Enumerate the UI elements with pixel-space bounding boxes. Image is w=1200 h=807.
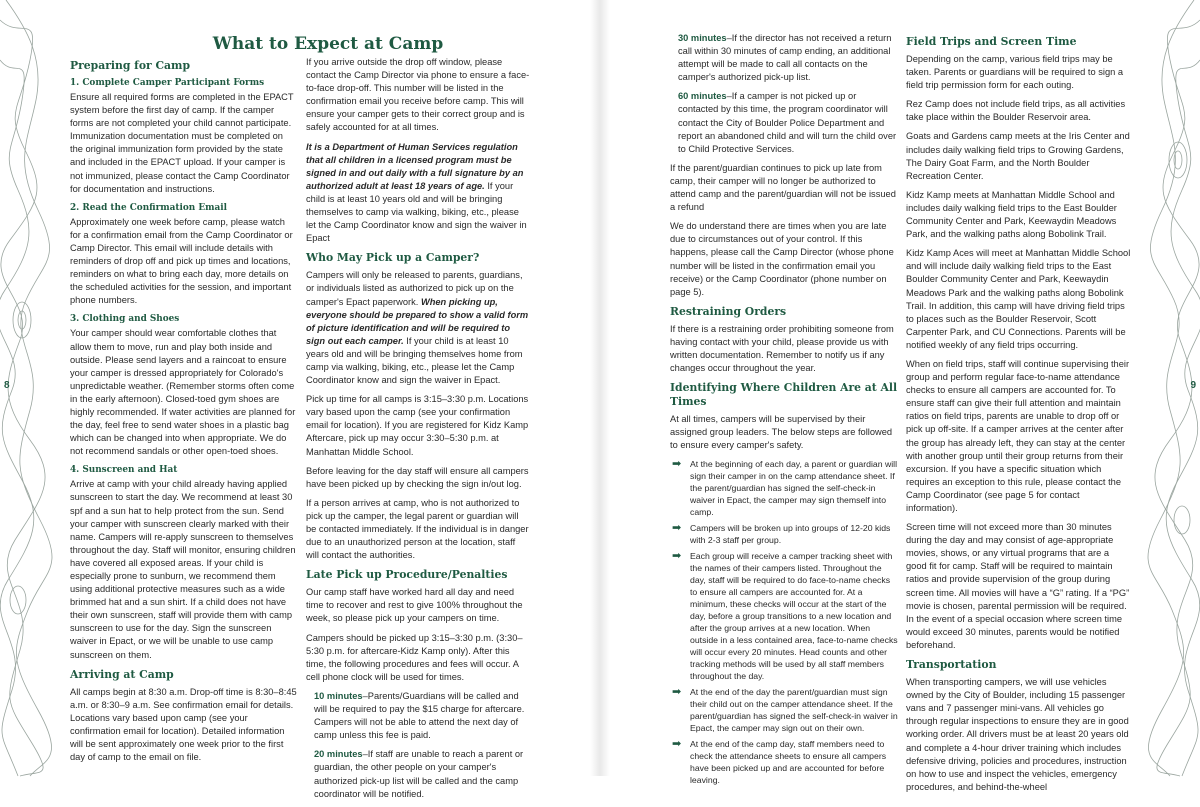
preparing-item-body: Your camper should wear comfortable clothes that allow them to move, run and play both inside and outside. Please send layers and a raincoat to ensure your camper is dressed appropriately for Colorado's unpredictable weather. (Remember storms often come in the early afternoon). Closed-toed gym shoes are highly recommended. If water activities are planned for the day, feel free to send water shoes in a plastic bag which can be changed into when appropriate. We do not recommend sandals or other open-toed shoes.	[70, 328, 296, 457]
fieldtrips-paragraph: Rez Camp does not include field trips, as all activities take place within the Boulder Reservoir area.	[906, 99, 1126, 123]
arrow-right-icon: ➡	[672, 522, 682, 535]
preparing-item-body: Ensure all required forms are completed in the EPACT system before the first day of camp. If the camper forms are not completed your child cannot participate. Immunization documentation must be completed on the original immunization form provided by the state and included in the EPACT upload. If your camper is not immunized, please contact the Camp Coordinator for documentation and instructions.	[70, 92, 294, 194]
late-paragraph: If the parent/guardian continues to pick up late from camp, their camper will no longer be authorized to attend camp and the parent/guardian will not be issued a refund	[670, 162, 896, 213]
preparing-heading: Preparing for Camp	[70, 59, 191, 72]
late-heading: Late Pick up Procedure/Penalties	[306, 568, 508, 582]
pickup-text: Campers will only be released to parents, guardians, or individuals listed as authorized to pick up on the camper's Epact paperwork.	[306, 270, 523, 307]
fieldtrips-paragraph: Screen time will not exceed more than 30 minutes during the day and may consist of age-appropriate movies, shows, or any virtual programs that are a good fit for camp. Staff will be required to maintain ratios and provide supervision of the group during screen time. All movies will have a “G” rating. If a “PG” movie is chosen, parental permission will be required. In the event of a special occasion where screen time would exceed 30 minutes, parents would be notified beforehand.	[906, 522, 1130, 650]
late-step-lead: 30 minutes	[678, 33, 727, 43]
column-2	[306, 56, 530, 807]
preparing-item-title: 3. Clothing and Shoes	[70, 314, 180, 325]
late-step-text: –If the director has not received a return call within 30 minutes of camp ending, an additional attempt will be made to call all contacts on the camper's authorized pick-up list.	[678, 33, 892, 83]
late-step-text: –If staff are unable to reach a parent or guardian, the other people on your camper's authorized pick-up list will be called and the camp coordinator will be notified.	[314, 749, 524, 799]
fieldtrips-paragraph: Depending on the camp, various field trips may be taken. Parents or guardians will be required to sign a field trip permission form for each outing.	[906, 54, 1124, 91]
identifying-paragraph: At all times, campers will be supervised by their assigned group leaders. The below steps are followed to ensure every camper's safety.	[670, 414, 893, 451]
arrow-right-icon: ➡	[672, 686, 682, 699]
identifying-list	[670, 458, 898, 786]
fieldtrips-paragraph: Goats and Gardens camp meets at the Iris Center and includes daily walking field trips to Growing Gardens, The Dairy Goat Farm, and the North Boulder Recreation Center.	[906, 131, 1130, 181]
fieldtrips-paragraph: Kidz Kamp Aces will meet at Manhattan Middle School and will include daily walking field trips to the East Boulder Community Center and Park, Keewaydin Meadows Park and the walking paths along Bobolink Trail. In addition, this camp will have driving field trips to places such as the Boulder Reservoir, Scott Carpenter Park, and CU Connections. Parents will be notified weekly of any field trips occurring.	[906, 248, 1131, 350]
page-number-left: 8	[4, 380, 10, 391]
regulation-emphasis: It is a Department of Human Services regulation that all children in a licensed program must be signed in and out daily with a full signature by an authorized adult at least 18 years of age.	[306, 141, 524, 191]
arrow-right-icon: ➡	[672, 738, 682, 751]
fieldtrips-paragraph: When on field trips, staff will continue supervising their group and perform regular face-to-name attendance checks to ensure all campers are accounted for. To ensure staff can give their full attention and maintain ratios on field trips, parents are unable to drop off or pick up off-site. If a camper arrives at the center after the group has already left, they can stay at the center with another group until their group returns from their excursion. If you have a specific situation which requires an exception to this rule, please contact the Camp Coordinator (see page 5 for contact information).	[906, 358, 1130, 513]
column-1	[70, 56, 298, 770]
list-item	[670, 738, 898, 786]
page-number-right: 9	[1190, 380, 1196, 391]
arriving-paragraph: If you arrive outside the drop off window, please contact the Camp Director via phone to ensure a face-to-face drop-off. This number will be listed in the confirmation email you receive before camp. This will ensure your camper gets to their correct group and is safely accounted for at all times.	[306, 57, 530, 133]
pickup-paragraph: Pick up time for all camps is 3:15–3:30 p.m. Locations vary based upon the camp (see your confirmation email for location). If you are registered for Kidz Kamp Aftercare, pick up may occur 3:30–5:30 p.m. at Manhattan Middle School.	[306, 394, 529, 457]
list-item-text: Each group will receive a camper tracking sheet with the names of their campers listed. Throughout the day, staff will be required to do face-to-name checks to ensure all campers are accounted for. At a minimum, these checks will occur at the start of the day, before a group transitions to a new location and after the group arrives at a new location. When outside in a less contained area, face-to-name checks will occur every 20 minutes. Head counts and other tracking methods will be used by all staff members throughout the day.	[690, 551, 898, 682]
pickup-paragraph: Before leaving for the day staff will ensure all campers have been picked up by checking the sign in/out log.	[306, 465, 529, 489]
late-step	[670, 90, 898, 155]
column-3	[670, 32, 898, 790]
column-4	[906, 32, 1132, 800]
transportation-heading: Transportation	[906, 658, 997, 672]
arriving-paragraph: All camps begin at 8:30 a.m. Drop-off time is 8:30–8:45 a.m. or 8:30–9 a.m. See confirmation email for details. Locations vary based upon camp (see your confirmation email for location). Detailed information will be sent approximately one week prior to the first day of camp to the email on file.	[70, 686, 297, 763]
late-step-lead: 20 minutes	[314, 749, 363, 760]
pickup-emphasis: When picking up, everyone should be prepared to show a valid form of picture identification and will be required to sign out each camper.	[306, 296, 529, 346]
late-paragraph: We do understand there are times when you are late due to circumstances out of your control. If this happens, please call the Camp Director (whose phone number will be listed in the confirmation email you receive) or the Camp Coordinator (phone number on page 5).	[670, 221, 894, 297]
list-item	[670, 522, 898, 546]
identifying-heading: Identifying Where Children Are at All Times	[670, 381, 898, 409]
restraining-heading: Restraining Orders	[670, 304, 787, 318]
arriving-heading: Arriving at Camp	[70, 667, 174, 681]
transportation-paragraph: When transporting campers, we will use vehicles owned by the City of Boulder, including 15 passenger vans and 7 passenger mini-vans. All vehicles go through regular inspections to ensure they are in good working order. All drivers must be at least 20 years old and complete a 4-hour driver training which includes defensive driving, policies and procedures, instruction on how to use and inspect the vehicles, emergency procedures, and behind-the-wheel	[906, 677, 1129, 792]
late-step	[670, 32, 898, 84]
page-title: What to Expect at Camp	[212, 34, 444, 54]
late-step-text: –If a camper is not picked up or contacted by this time, the program coordinator will contact the City of Boulder Police Department and report an abandoned child and will turn the child over to Child Protective Services.	[678, 91, 897, 154]
regulation-rest: If your child is at least 10 years old and will be bringing themselves to camp via walking, biking, etc., please let the Camp Coordinator know and sign the waiver in Epact	[306, 180, 527, 244]
list-item	[670, 458, 898, 518]
list-item-text: At the end of the day the parent/guardian must sign their child out on the camper attendance sheet. If the parent/guardian has signed the self-check-in waiver in Epact, the camper may sign out on their own.	[690, 687, 898, 734]
list-item-text: At the end of the camp day, staff members need to check the attendance sheets to ensure all campers have been picked up and are accounted for before leaving.	[690, 739, 887, 786]
late-step	[306, 690, 530, 742]
preparing-item-title: 4. Sunscreen and Hat	[70, 465, 178, 476]
late-paragraph: Our camp staff have worked hard all day and need time to recover and rest to give 100% throughout the week, so please pick up your campers on time.	[306, 587, 523, 624]
list-item	[670, 550, 898, 682]
pickup-paragraph: If a person arrives at camp, who is not authorized to pick up the camper, the legal parent or guardian will be contacted immediately. If the individual is in danger due to an unauthorized person at the location, staff will contact the authorities.	[306, 497, 529, 561]
restraining-paragraph: If there is a restraining order prohibiting someone from having contact with your child, please provide us with written documentation. Remember to notify us if any changes occur throughout the year.	[670, 323, 894, 374]
arrow-right-icon: ➡	[672, 458, 682, 471]
preparing-item-body: Approximately one week before camp, please watch for a confirmation email from the Camp Coordinator or Camp Director. This email will include details with reminders of drop off and pick up times and locations, reminders on what to bring each day, more details on the scheduled activities for the session, and important phone numbers.	[70, 216, 293, 306]
late-step-text: –Parents/Guardians will be called and will be required to pay the $15 charge for aftercare. Campers will not be able to attend the next day of camp unless this fee is paid.	[314, 690, 525, 741]
fieldtrips-heading: Field Trips and Screen Time	[906, 35, 1077, 48]
arriving-regulation-paragraph	[306, 141, 530, 246]
pickup-heading: Who May Pick up a Camper?	[306, 251, 480, 265]
list-item-text: At the beginning of each day, a parent or guardian will sign their camper in on the camp attendance sheet. If the parent/guardian has signed the self-check-in waiver in Epact, the camper may sign themself into camp.	[690, 459, 898, 518]
page-gutter	[590, 0, 610, 776]
late-paragraph: Campers should be picked up 3:15–3:30 p.m. (3:30–5:30 p.m. for aftercare-Kidz Kamp only). After this time, the following procedures and fees will occur. A cell phone clock will be used for times.	[306, 632, 523, 682]
list-item	[670, 686, 898, 734]
list-item-text: Campers will be broken up into groups of 12-20 kids with 2-3 staff per group.	[690, 523, 891, 546]
arrow-right-icon: ➡	[672, 550, 682, 563]
pickup-text: If your child is at least 10 years old and will be bringing themselves home from camp via walking, biking, etc., please let the Camp Coordinator know and sign the waiver in Epact.	[306, 335, 523, 386]
late-step-lead: 10 minutes	[314, 690, 363, 701]
preparing-item-title: 1. Complete Camper Participant Forms	[70, 78, 265, 88]
preparing-item-body: Arrive at camp with your child already having applied sunscreen to start the day. We recommend at least 30 spf and a sun hat to help protect from the sun. Send your camper with sunscreen clearly marked with their name. Campers will re-apply sunscreen to themselves throughout the day. Staff will monitor, ensuring children have covered all exposed areas. If your child is especially prone to sunburn, we recommend them using additional protective measures such as a wide brimmed hat and a sun shirt. If a child does not have their own sunscreen, staff will provide them with camp sunscreen to use for the day. Sign the sunscreen waiver in Epact, or we will be unable to use camp sunscreen on them.	[70, 479, 296, 660]
preparing-item-title: 2. Read the Confirmation Email	[70, 202, 227, 213]
pickup-paragraph	[306, 269, 530, 387]
late-step	[306, 748, 530, 800]
late-step-lead: 60 minutes	[678, 91, 727, 102]
fieldtrips-paragraph: Kidz Kamp meets at Manhattan Middle School and includes daily walking field trips to the East Boulder Community Center and Park, Keewaydin Meadows Park, and the walking paths along Bobolink Trail.	[906, 189, 1117, 240]
